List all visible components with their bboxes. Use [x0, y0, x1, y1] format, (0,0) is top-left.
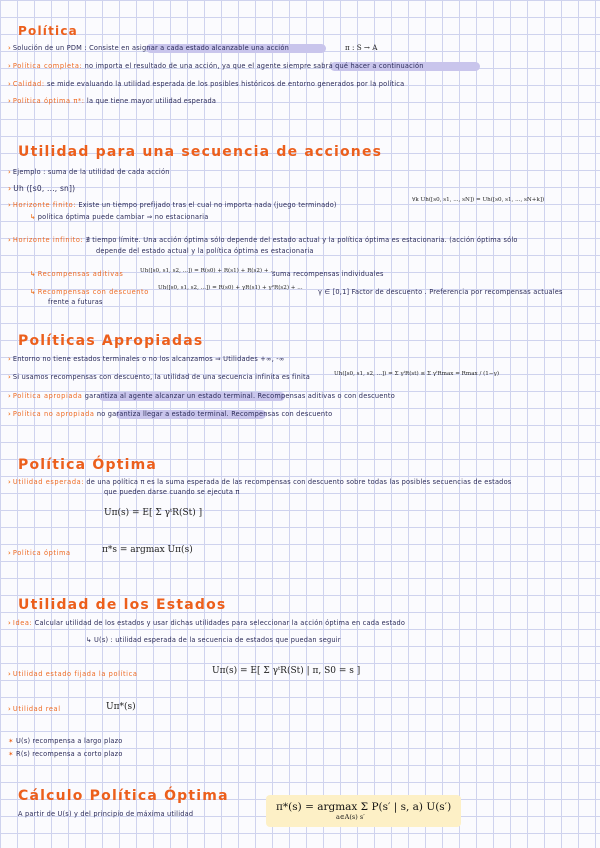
note-uh: › Uh ([s0, ..., sn]) [8, 184, 76, 193]
section-title-politica-optima: Política Óptima [18, 457, 158, 473]
descuento-note-cont: frente a futuras [48, 298, 103, 306]
note-aditivas: ↳ Recompensas aditivas [30, 270, 124, 278]
arrow-icon: › [8, 355, 11, 363]
section-title-politicas-apropiadas: Políticas Apropiadas [18, 333, 204, 349]
arrow-icon: › [8, 392, 11, 400]
note-calculo: A partir de U(s) y del principio de máxima utilidad [18, 810, 194, 818]
arrow-icon: › [8, 478, 11, 486]
note-us-largo: ✶ U(s) recompensa a largo plazo [8, 737, 123, 745]
arrow-icon: › [8, 705, 11, 713]
finito-formula: ∀k Uh([s0, s1, ..., sN]) = Uh([s0, s1, ..., sN+k]) [412, 197, 545, 203]
arrow-icon: › [8, 201, 11, 209]
section-title-calculo: Cálculo Política Óptima [18, 788, 229, 804]
optima-formula: π*s = argmax Uπ(s) [102, 545, 193, 555]
note-politica-optima: › Política óptima π*: la que tiene mayor utilidad esperada [8, 97, 217, 105]
note-horizonte-infinito: › Horizonte infinito: ∄ tiempo límite. Una acción óptima sólo depende del estado actual y la política óptima es estacionaria. (acción óptima sólo [8, 236, 518, 244]
arrow-icon: ↳ [30, 270, 36, 278]
note-apropiada: › Política apropiada garantiza al agente alcanzar un estado terminal. Recompensas aditivas o con descuento [8, 392, 395, 400]
aditivas-formula: Uh([s0, s1, s2, ...]) = R(s0) + R(s1) + R(s2) + ... [140, 268, 276, 274]
calculo-formula: π*(s) = argmax Σ P(s′ | s, a) U(s′) [276, 801, 452, 813]
note-finito-sub: ↳ política óptima puede cambiar ⇒ no estacionaria [30, 213, 209, 221]
note-politica-completa: › Política completa: no importa el resultado de una acción, ya que el agente siempre sabrá qué hacer a continuación [8, 62, 424, 70]
note-us: ↳ U(s) : utilidad esperada de la secuencia de estados que puedan seguir [86, 636, 341, 644]
note-descuento-finita: › Si usamos recompensas con descuento, la utilidad de una secuencia infinita es finita [8, 373, 311, 381]
arrow-icon: ↳ [30, 213, 36, 221]
note-calidad: › Calidad: se mide evaluando la utilidad esperada de los posibles históricos de entorno generados por la política [8, 80, 405, 88]
calculo-formula-box [266, 795, 461, 827]
note-ejemplo: › Ejemplo : suma de la utilidad de cada acción [8, 168, 170, 176]
arrow-icon: ↳ [30, 288, 36, 296]
aditivas-note: suma recompensas individuales [272, 270, 384, 278]
note-no-apropiada: › Política no apropiada no garantiza llegar a estado terminal. Recompensas con descuento [8, 410, 333, 418]
descuento-note: γ ∈ [0,1] Factor de descuento . Preferencia por recompensas actuales [318, 288, 563, 296]
section-title-politica: Política [18, 24, 78, 38]
calculo-formula-sub: a∈A(s) s′ [336, 813, 365, 821]
note-utilidad-fijada: › Utilidad estado fijada la política [8, 670, 138, 678]
arrow-icon: › [8, 44, 11, 52]
arrow-icon: › [8, 236, 11, 244]
section-title-utilidad-estados: Utilidad de los Estados [18, 597, 227, 613]
star-icon: ✶ [8, 737, 14, 745]
note-utilidad-esperada: › Utilidad esperada: de una política π es la suma esperada de las recompensas con descuento sobre todas las posibles secuencias de estados [8, 478, 512, 486]
note-rs-corto: ✶ R(s) recompensa a corto plazo [8, 750, 123, 758]
arrow-icon: › [8, 62, 11, 70]
pi-mapping: π : S → A [345, 43, 378, 52]
arrow-icon: › [8, 373, 11, 381]
arrow-icon: › [8, 184, 12, 193]
note-horizonte-finito: › Horizonte finito: Existe un tiempo prefijado tras el cual no importa nada (juego terminado) [8, 201, 337, 209]
note-infinito-cont: depende del estado actual y la política óptima es estacionaria [96, 247, 314, 255]
note-entorno: › Entorno no tiene estados terminales o no los alcanzamos ⇒ Utilidades +∞, -∞ [8, 355, 285, 363]
note-utilidad-real: › Utilidad real [8, 705, 61, 713]
arrow-icon: › [8, 80, 11, 88]
note-descuento: ↳ Recompensas con descuento [30, 288, 149, 296]
arrow-icon: › [8, 670, 11, 678]
real-formula: Uπ*(s) [106, 702, 136, 712]
note-solucion: › Solución de un PDM : Consiste en asignar a cada estado alcanzable una acción [8, 44, 289, 52]
arrow-icon: › [8, 410, 11, 418]
arrow-icon: › [8, 549, 11, 557]
finita-formula: Uh([s0, s1, s2, ...]) = Σ γᵗR(st) ≤ Σ γᵗRmax = Rmax / (1−γ) [334, 371, 500, 377]
arrow-icon: › [8, 619, 11, 627]
section-title-utilidad-secuencia: Utilidad para una secuencia de acciones [18, 144, 383, 160]
note-idea: › Idea: Calcular utilidad de los estados y usar dichas utilidades para seleccionar la acción óptima en cada estado [8, 619, 406, 627]
fijada-formula: Uπ(s) = E[ Σ γᵗR(St) | π, S0 = s ] [212, 666, 361, 676]
note-esperada-cont: que pueden darse cuando se ejecuta π [104, 488, 240, 496]
esperada-formula: Uπ(s) = E[ Σ γᵗR(St) ] [104, 508, 203, 518]
star-icon: ✶ [8, 750, 14, 758]
arrow-icon: › [8, 168, 11, 176]
note-politica-optima-formula: › Política óptima [8, 549, 71, 557]
arrow-icon: › [8, 97, 11, 105]
descuento-formula: Uh([s0, s1, s2, ...]) = R(s0) + γR(s1) + γ²R(s2) + ... [158, 285, 303, 291]
